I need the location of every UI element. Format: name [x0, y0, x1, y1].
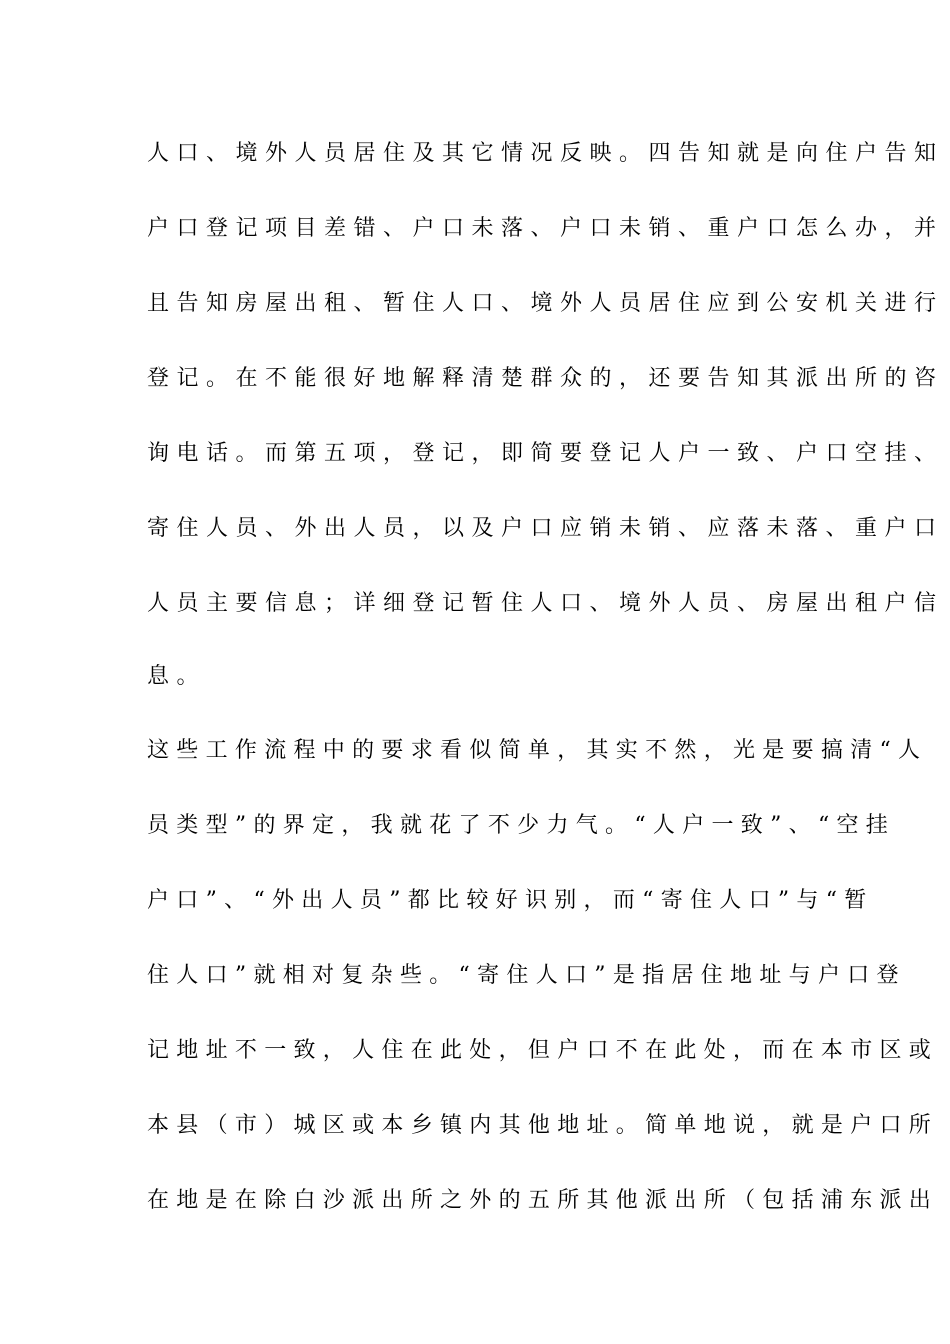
text-line: 本县（市）城区或本乡镇内其他地址。简单地说，就是户口所: [147, 1113, 939, 1138]
text-line: 在地是在除白沙派出所之外的五所其他派出所（包括浦东派出: [147, 1188, 939, 1213]
text-line: 登记。在不能很好地解释清楚群众的，还要告知其派出所的咨: [147, 366, 944, 391]
text-line: 记地址不一致，人住在此处，但户口不在此处，而在本市区或: [147, 1038, 939, 1063]
text-line: 息。: [147, 664, 207, 689]
text-line: 且告知房屋出租、暂住人口、境外人员居住应到公安机关进行: [147, 291, 944, 316]
text-line: 户口”、“外出人员”都比较好识别，而“寄住人口”与“暂: [147, 888, 874, 913]
text-line: 户口登记项目差错、户口未落、户口未销、重户口怎么办，并: [147, 216, 944, 241]
text-line: 寄住人员、外出人员，以及户口应销未销、应落未落、重户口: [147, 516, 944, 541]
text-line: 这些工作流程中的要求看似简单，其实不然，光是要搞清“人: [147, 738, 928, 763]
text-line: 员类型”的界定，我就花了不少力气。“人户一致”、“空挂: [147, 813, 896, 838]
text-line: 询电话。而第五项，登记，即简要登记人户一致、户口空挂、: [147, 441, 944, 466]
text-line: 住人口”就相对复杂些。“寄住人口”是指居住地址与户口登: [147, 963, 906, 988]
text-line: 人员主要信息；详细登记暂住人口、境外人员、房屋出租户信: [147, 591, 944, 616]
text-line: 人口、境外人员居住及其它情况反映。四告知就是向住户告知: [147, 141, 944, 166]
